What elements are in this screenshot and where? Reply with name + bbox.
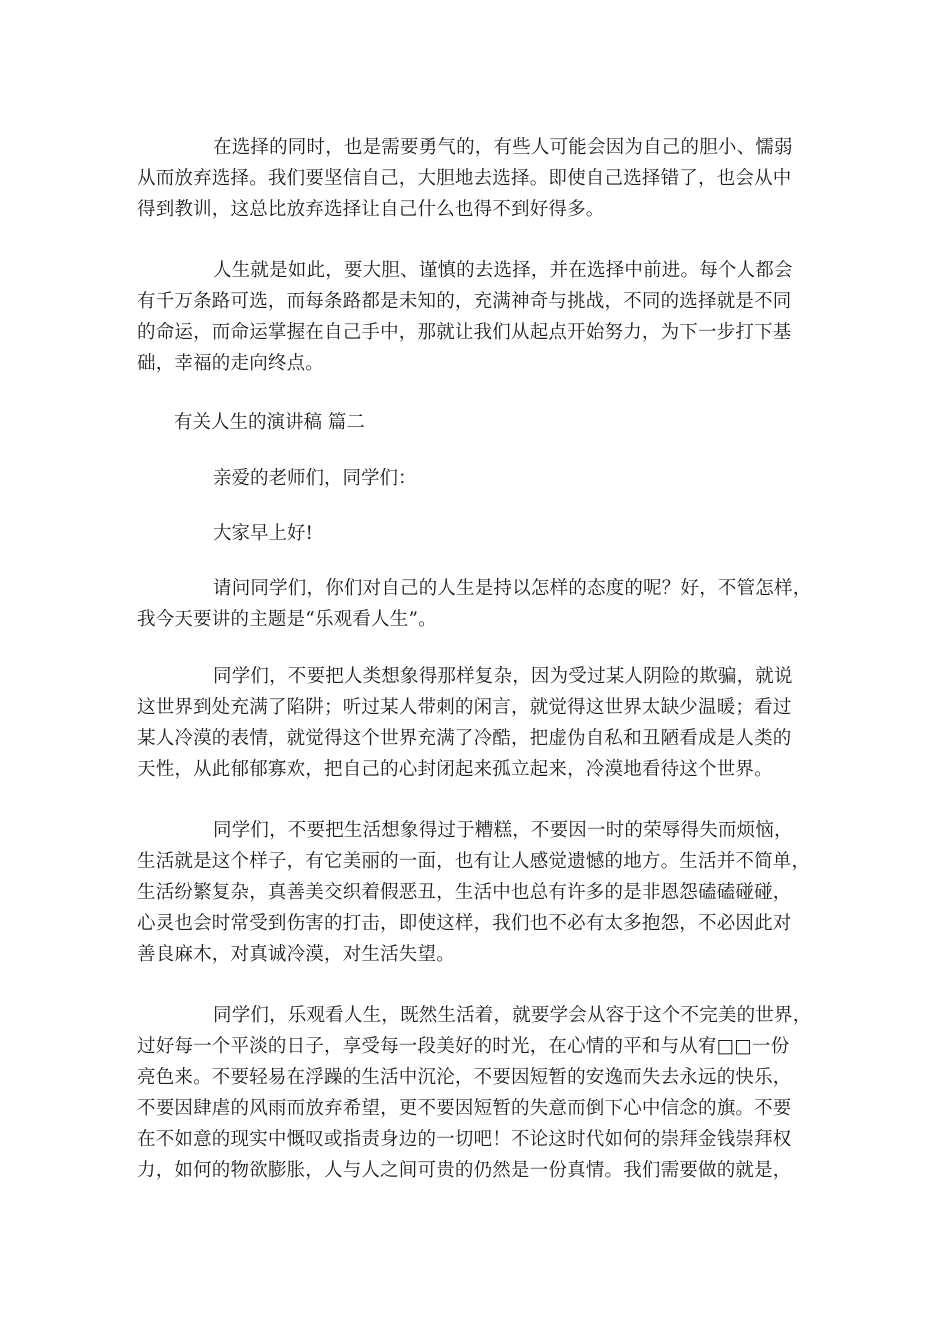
paragraph-1	[137, 132, 817, 225]
paragraph-line: 力，如何的物欲膨胀，人与人之间可贵的仍然是一份真情。我们需要做的就是，	[137, 1160, 792, 1181]
paragraph-line: 同学们，不要把生活想象得过于糟糕，不要因一时的荣辱得失而烦恼，	[213, 820, 793, 841]
paragraph-line: 心灵也会时常受到伤害的打击，即使这样，我们也不必有太多抱怨，不必因此对	[137, 913, 792, 934]
salutation: 亲爱的老师们，同学们：	[213, 468, 417, 489]
section-heading: 有关人生的演讲稿 篇二	[174, 412, 365, 433]
paragraph-6	[137, 1000, 817, 1186]
paragraph-line: 有千万条路可选，而每条路都是未知的，充满神奇与挑战，不同的选择就是不同	[137, 291, 792, 312]
paragraph-line: 础，幸福的走向终点。	[137, 353, 325, 374]
paragraph-line: 亮色来。不要轻易在浮躁的生活中沉沦，不要因短暂的安逸而失去永远的快乐，	[137, 1067, 792, 1088]
paragraph-line: 请问同学们，你们对自己的人生是持以怎样的态度的呢？好，不管怎样，	[213, 578, 812, 599]
paragraph-line: 同学们，不要把人类想象得那样复杂，因为受过某人阴险的欺骗，就说	[213, 666, 793, 687]
paragraph-line: 在不如意的现实中慨叹或指责身边的一切吧！不论这时代如何的崇拜金钱崇拜权	[137, 1129, 792, 1150]
paragraph-line: 人生就是如此，要大胆、谨慎的去选择，并在选择中前进。每个人都会	[213, 260, 793, 281]
paragraph-line: 善良麻木，对真诚冷漠，对生活失望。	[137, 944, 455, 965]
paragraph-2	[137, 255, 817, 379]
paragraph-line: 这世界到处充满了陷阱；听过某人带刺的闲言，就觉得这世界太缺少温暖；看过	[137, 697, 792, 718]
paragraph-line: 过好每一个平淡的日子，享受每一段美好的时光，在心情的平和与从宥□□一份	[137, 1036, 790, 1057]
paragraph-line: 的命运，而命运掌握在自己手中，那就让我们从起点开始努力，为下一步打下基	[137, 322, 792, 343]
paragraph-5	[137, 815, 817, 970]
paragraph-line: 从而放弃选择。我们要坚信自己，大胆地去选择。即使自己选择错了，也会从中	[137, 168, 792, 189]
paragraph-line: 不要因肆虐的风雨而放弃希望，更不要因短暂的失意而倒下心中信念的旗。不要	[137, 1098, 792, 1119]
paragraph-line: 天性，从此郁郁寡欢，把自己的心封闭起来孤立起来，冷漠地看待这个世界。	[137, 759, 773, 780]
paragraph-line: 在选择的同时，也是需要勇气的，有些人可能会因为自己的胆小、懦弱	[213, 137, 793, 158]
paragraph-3	[137, 573, 817, 635]
greeting: 大家早上好!	[213, 523, 313, 544]
paragraph-line: 某人冷漠的表情，就觉得这个世界充满了冷酷，把虚伪自私和丑陋看成是人类的	[137, 728, 792, 749]
paragraph-line: 得到教训，这总比放弃选择让自己什么也得不到好得多。	[137, 199, 605, 220]
paragraph-line: 生活纷繁复杂，真善美交织着假恶丑，生活中也总有许多的是非恩怨磕磕碰碰，	[137, 882, 792, 903]
paragraph-line: 同学们，乐观看人生，既然生活着，就要学会从容于这个不完美的世界，	[213, 1005, 812, 1026]
paragraph-4	[137, 661, 817, 785]
paragraph-line: 生活就是这个样子，有它美丽的一面，也有让人感觉遗憾的地方。生活并不简单，	[137, 851, 811, 872]
paragraph-line: 我今天要讲的主题是“乐观看人生”。	[137, 609, 437, 630]
